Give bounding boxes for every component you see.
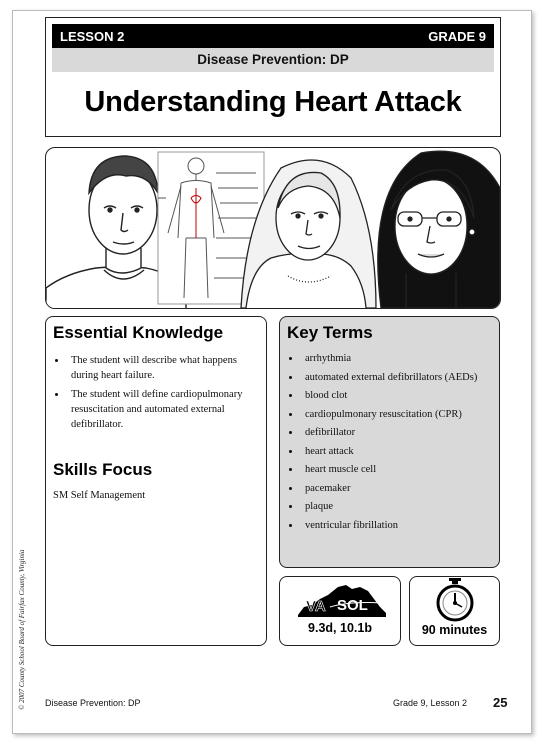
footer-unit: Disease Prevention: DP — [45, 698, 141, 708]
page-number: 25 — [493, 695, 508, 710]
essential-knowledge-list — [53, 353, 259, 432]
students-illustration — [45, 147, 501, 309]
key-terms-list — [287, 351, 492, 533]
skills-focus-text: SM Self Management — [53, 490, 146, 501]
skills-focus-heading: Skills Focus — [53, 460, 153, 479]
copyright-text: © 2007 County School Board of Fairfax County, Virginia — [18, 549, 26, 710]
lesson-number: LESSON 2 — [60, 28, 125, 44]
lesson-bar — [52, 24, 494, 48]
list-item: • automated external defibrillators (AEDs) — [301, 370, 492, 385]
sol-standards-panel — [279, 576, 401, 646]
essential-knowledge-panel — [45, 316, 267, 646]
list-item: • defibrillator — [301, 425, 492, 440]
list-item: • The student will describe what happens during heart failure. — [67, 353, 259, 383]
virginia-sol-logo-icon — [290, 577, 390, 621]
stopwatch-icon — [432, 577, 478, 623]
sol-logo-va: VA — [306, 598, 326, 615]
duration-panel — [409, 576, 500, 646]
list-item: • heart muscle cell — [301, 462, 492, 477]
list-item: • pacemaker — [301, 481, 492, 496]
sol-logo-sol: SOL — [337, 597, 368, 614]
lesson-header — [45, 17, 501, 137]
students-and-circulatory-diagram-icon — [46, 148, 500, 308]
list-item: • cardiopulmonary resuscitation (CPR) — [301, 407, 492, 422]
key-terms-heading: Key Terms — [287, 323, 373, 342]
list-item: • plaque — [301, 499, 492, 514]
list-item: • heart attack — [301, 444, 492, 459]
list-item: • arrhythmia — [301, 351, 492, 366]
duration-label: 90 minutes — [421, 623, 488, 637]
essential-knowledge-heading: Essential Knowledge — [53, 323, 224, 342]
list-item: • ventricular fibrillation — [301, 518, 492, 533]
footer-lesson: Grade 9, Lesson 2 — [393, 698, 468, 708]
list-item: • The student will define cardiopulmonary resuscitation and automated external defibrillator. — [67, 387, 259, 432]
unit-subtitle: Disease Prevention: DP — [52, 48, 494, 72]
sol-codes: 9.3d, 10.1b — [308, 621, 372, 635]
page-title: Understanding Heart Attack — [84, 86, 462, 118]
copyright-vertical — [14, 522, 26, 712]
list-item: • blood clot — [301, 388, 492, 403]
grade-label: GRADE 9 — [428, 28, 486, 44]
key-terms-panel — [279, 316, 500, 568]
